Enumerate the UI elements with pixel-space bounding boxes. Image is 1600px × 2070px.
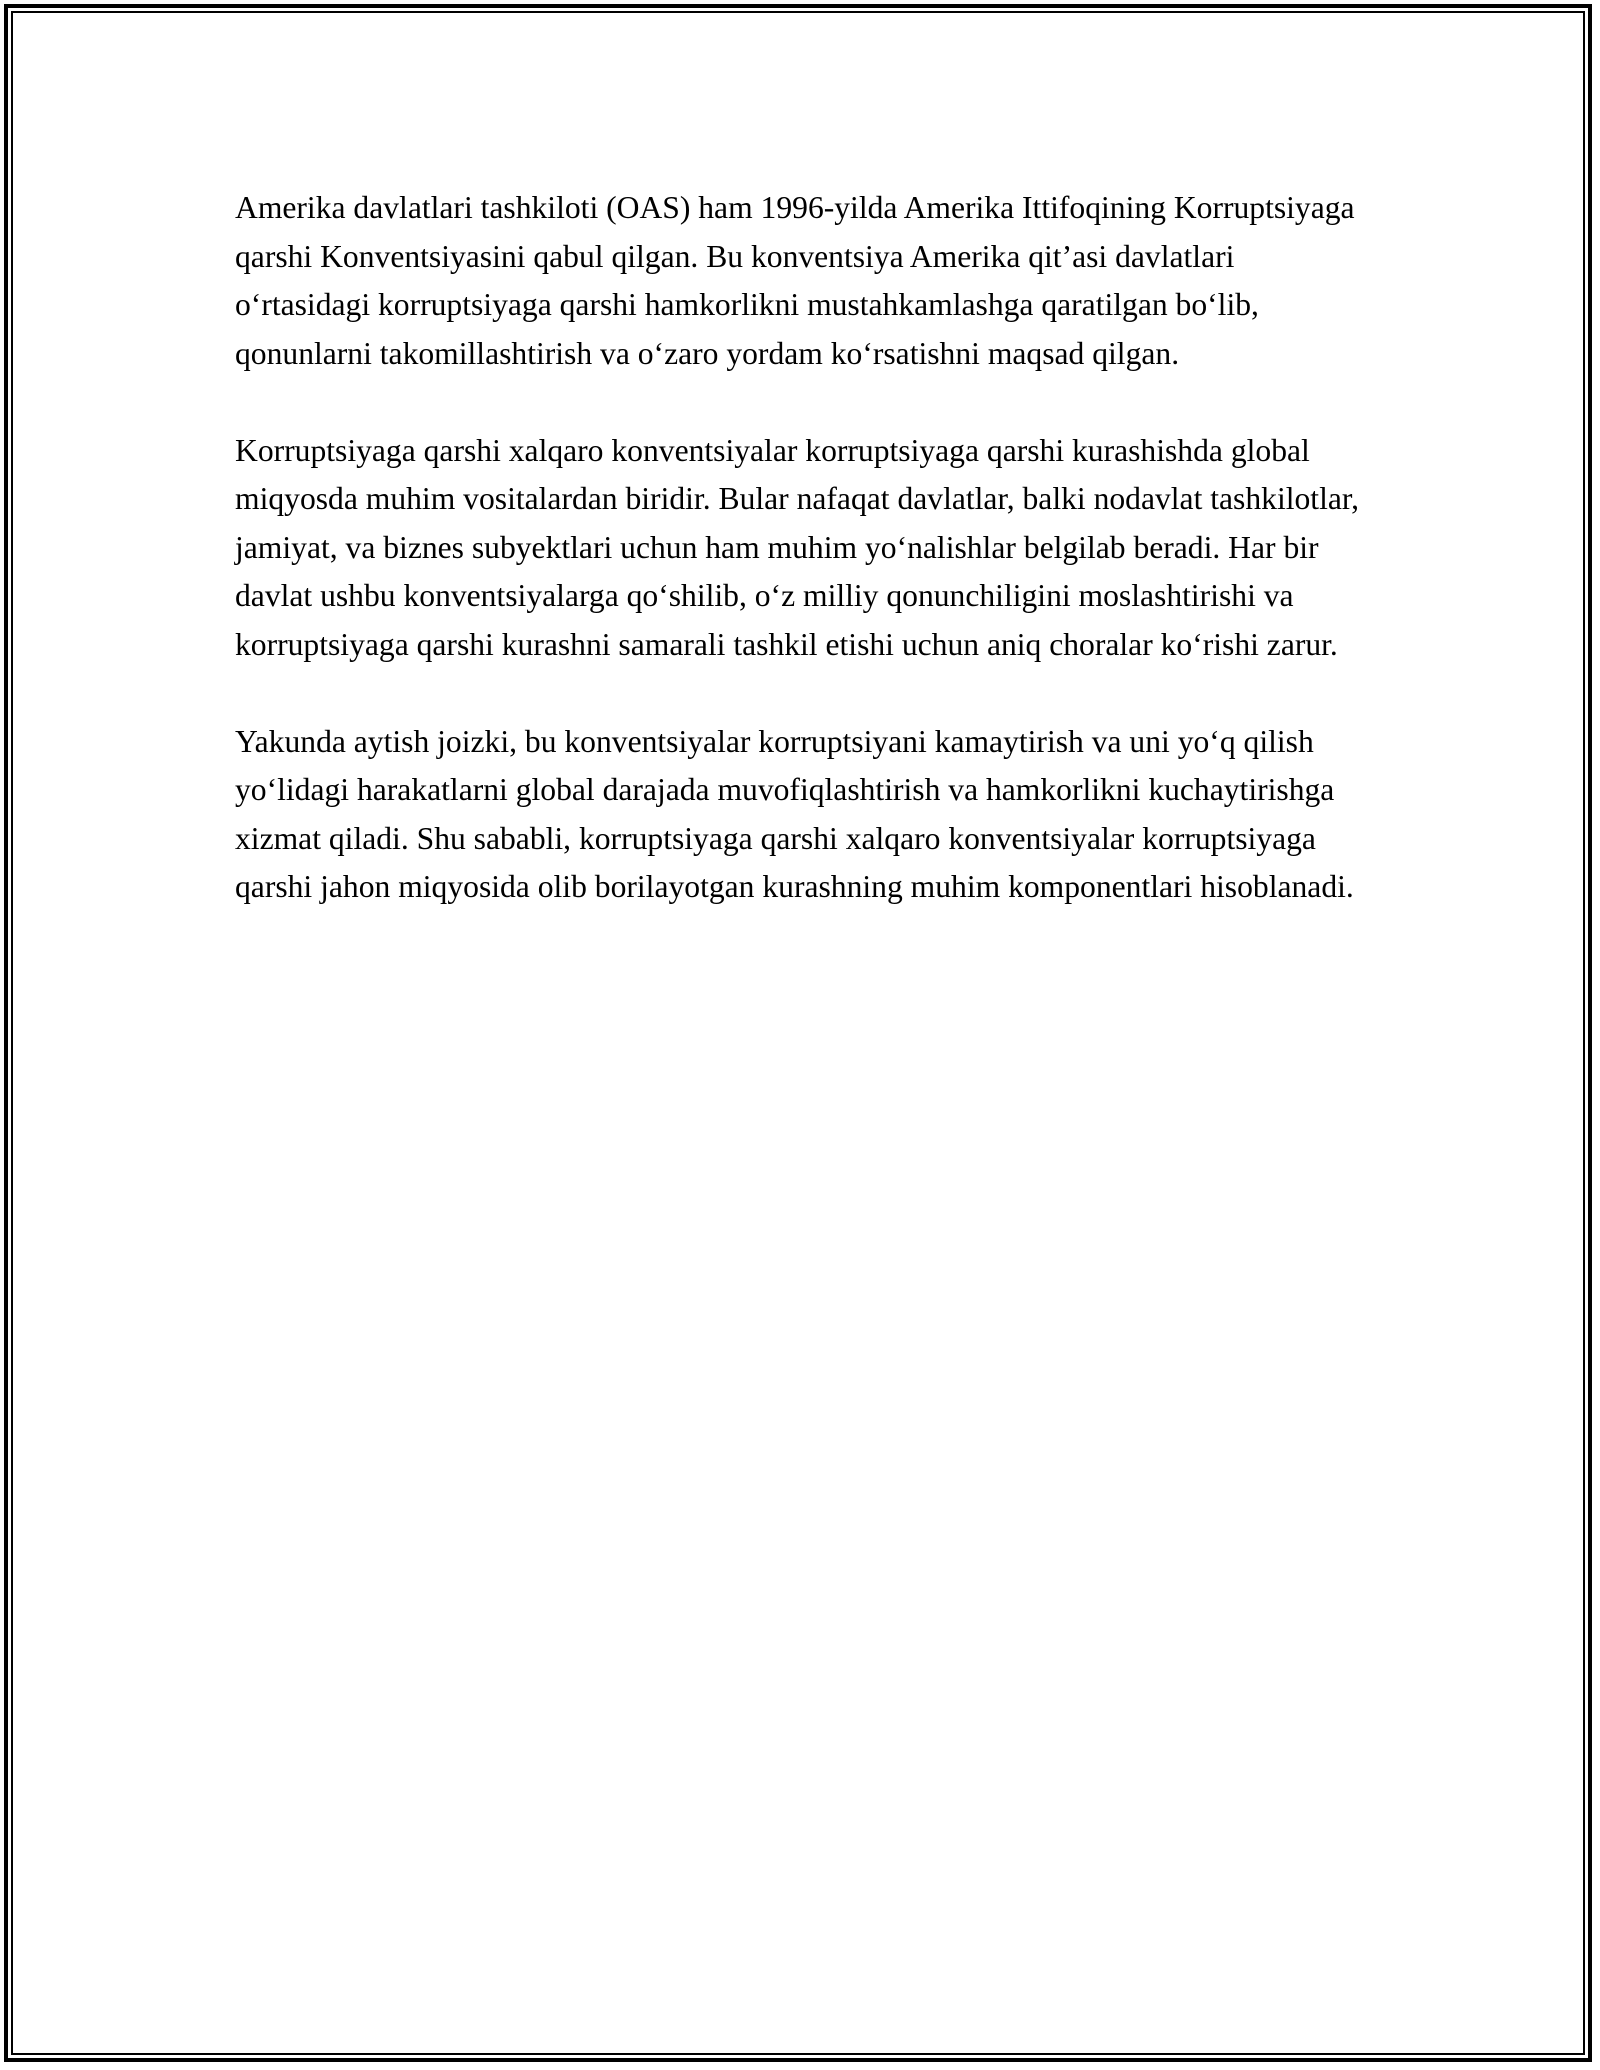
paragraph-2: Korruptsiyaga qarshi xalqaro konventsiyalar korruptsiyaga qarshi kurashishda global miqyosda muhim vositalardan biridir. Bular nafaqat davlatlar, balki nodavlat tashkilotlar, jamiyat, va biznes subyektlari uchun ham muhim yoʻnalishlar belgilab beradi. Har bir davlat ushbu konventsiyalarga qoʻshilib, oʻz milliy qonunchiligini moslashtirishi va korruptsiyaga qarshi kurashni samarali tashkil etishi uchun aniq choralar koʻrishi zarur.: [235, 432, 1360, 662]
paragraph-1: Amerika davlatlari tashkiloti (OAS) ham 1996-yilda Amerika Ittifoqining Korruptsiyaga qarshi Konventsiyasini qabul qilgan. Bu konventsiya Amerika qit’asi davlatlari oʻrtasidagi korruptsiyaga qarshi hamkorlikni mustahkamlashga qaratilgan boʻlib, qonunlarni takomillashtirish va oʻzaro yordam koʻrsatishni maqsad qilgan.: [235, 190, 1355, 371]
paragraph-3: Yakunda aytish joizki, bu konventsiyalar korruptsiyani kamaytirish va uni yoʻq qilish yoʻlidagi harakatlarni global darajada muvofiqlashtirish va hamkorlikni kuchaytirishga xizmat qiladi. Shu sababli, korruptsiyaga qarshi xalqaro konventsiyalar korruptsiyaga qarshi jahon miqyosida olib borilayotgan kurashning muhim komponentlari hisoblanadi.: [235, 723, 1354, 904]
document-body: [235, 184, 1375, 960]
